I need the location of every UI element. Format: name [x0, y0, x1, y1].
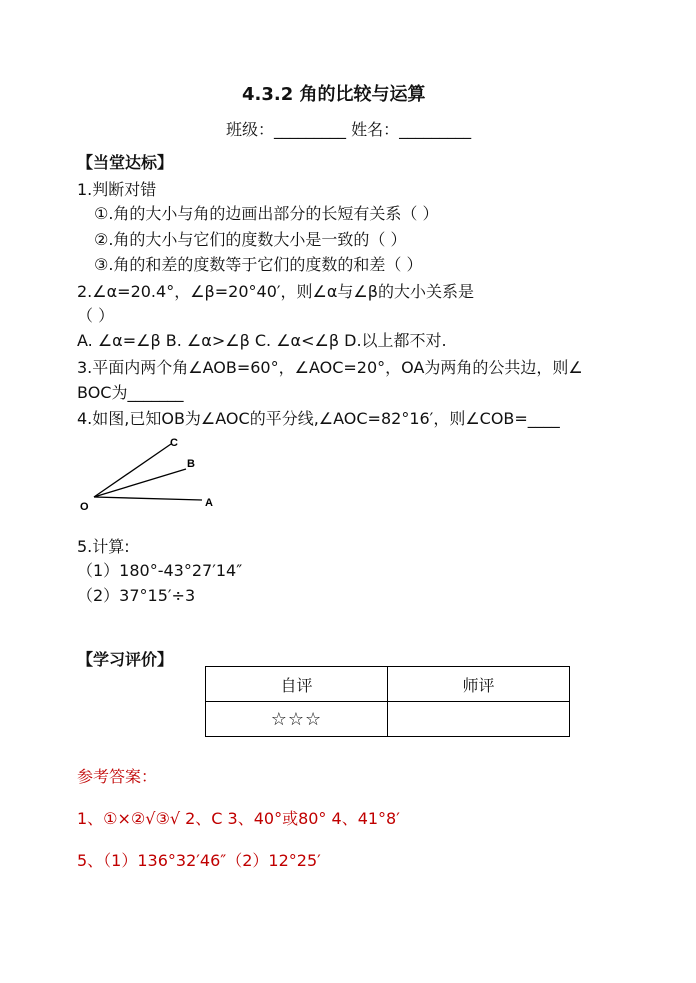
- q5-item-2: （2）37°15′÷3: [77, 586, 196, 605]
- label-c: C: [170, 437, 178, 449]
- page-title: 4.3.2 角的比较与运算: [242, 84, 426, 105]
- evaluation-heading: 【学习评价】: [77, 650, 174, 669]
- label-b: B: [187, 458, 195, 470]
- q2-options: A. ∠α=∠β B. ∠α>∠β C. ∠α<∠β D.以上都不对.: [77, 331, 447, 350]
- q2-line-1: 2.∠α=20.4°，∠β=20°40′，则∠α与∠β的大小关系是: [77, 282, 474, 301]
- angle-figure: [74, 432, 234, 517]
- answers-heading: 参考答案：: [77, 767, 158, 786]
- q1-item-2: ②.角的大小与它们的度数大小是一致的（ ）: [94, 230, 407, 249]
- header-teacher-eval: 师评: [388, 667, 570, 702]
- table-header-row: [206, 667, 570, 702]
- teacher-rating-cell[interactable]: [388, 702, 570, 737]
- label-o: O: [80, 501, 89, 513]
- q5-item-1: （1）180°-43°27′14″: [77, 561, 243, 580]
- class-name-line: 班级：_________ 姓名：_________: [226, 120, 472, 139]
- ray-oc: [94, 444, 171, 497]
- answers-line-2: 5、（1）136°32′46″（2）12°25′: [77, 851, 321, 870]
- practice-heading: 【当堂达标】: [77, 153, 174, 172]
- answers-line-1: 1、①×②√③√ 2、C 3、40°或80° 4、41°8′: [77, 809, 400, 828]
- table-row: [206, 702, 570, 737]
- evaluation-table: [205, 666, 570, 737]
- self-rating-stars[interactable]: ☆☆☆: [206, 702, 388, 737]
- q2-line-2: （ ）: [77, 306, 115, 325]
- ray-oa: [94, 497, 202, 500]
- q1-stem: 1.判断对错: [77, 180, 157, 199]
- header-self-eval: 自评: [206, 667, 388, 702]
- q4-line: 4.如图,已知OB为∠AOC的平分线,∠AOC=82°16′，则∠COB=____: [77, 409, 560, 428]
- q5-stem: 5.计算:: [77, 537, 130, 556]
- q3-line-2: BOC为_______: [77, 383, 184, 402]
- label-a: A: [205, 497, 213, 509]
- ray-ob: [94, 469, 186, 497]
- q1-item-3: ③.角的和差的度数等于它们的度数的和差（ ）: [94, 255, 423, 274]
- q3-line-1: 3.平面内两个角∠AOB=60°，∠AOC=20°，OA为两角的公共边，则∠: [77, 358, 583, 377]
- q1-item-1: ①.角的大小与角的边画出部分的长短有关系（ ）: [94, 204, 439, 223]
